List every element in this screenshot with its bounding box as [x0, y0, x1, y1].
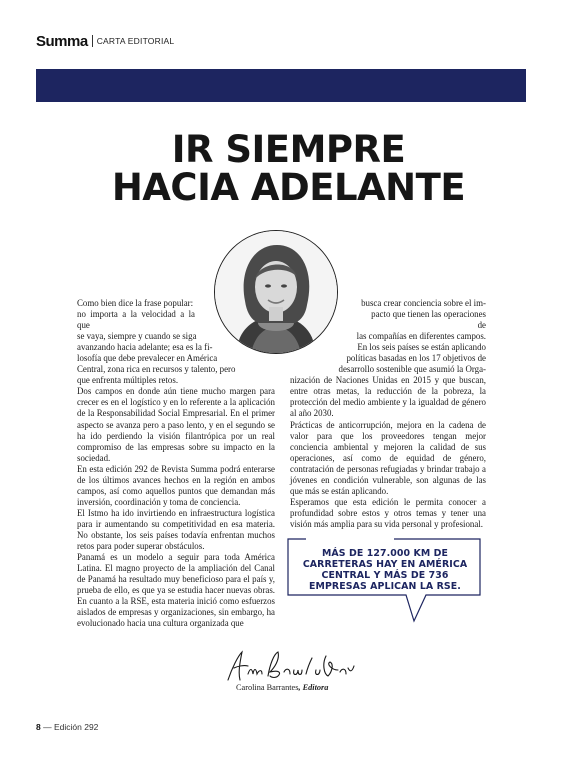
intro-line-7: que enfrenta múltiples retos. [77, 375, 179, 386]
edition-label: — Edición 292 [43, 722, 99, 732]
pull-quote [286, 537, 482, 623]
editor-role: , Editora [298, 683, 329, 692]
wrap-line-4: En los seis países se están aplicando [357, 342, 486, 353]
wrap-line-5: políticas basadas en los 17 objetivos de [346, 353, 486, 364]
wrap-line-6: desarrollo sostenible que asumió la Orga- [338, 364, 486, 375]
signature-caption [236, 683, 328, 692]
intro-line-3: se vaya, siempre y cuando se siga [77, 331, 197, 342]
brand-logo: Summa [36, 32, 88, 50]
header-divider [92, 35, 93, 47]
title-line-2: HACIA ADELANTE [111, 166, 466, 209]
title-line-1: IR SIEMPRE [171, 128, 406, 171]
paragraph: El Istmo ha ido invirtiendo en infraestructura logística para ir aumentando su competitividad en esa materia. No obstante, los seis países todavía enfrentan muchos retos para poder superar obstáculos. [77, 507, 275, 552]
page-footer [36, 722, 98, 732]
paragraph: Dos campos en donde aún tiene mucho margen para crecer es en el logístico y en lo referente a la aplicación de la Responsabilidad Social Empresarial. En el primer aspecto se avanza pero a paso lento, y en el segundo se ha ido perdiendo la visión filantrópica por un real compromiso de las empresas sobre su impacto en la sociedad. [77, 386, 275, 463]
paragraph: En esta edición 292 de Revista Summa podrá enterarse de los últimos avances hechos en la región en ambos campos, así como aquellos puntos que demandan más inversión, coordinación y toma de conciencia. [77, 463, 275, 507]
paragraph: Esperamos que esta edición le permita conocer a profundidad sobre estos y otros temas y tener una visión más amplia para su vida personal y profesional. [290, 496, 486, 529]
handwritten-signature [222, 646, 357, 686]
paragraph: Prácticas de anticorrupción, mejora en la cadena de valor para que los proveedores tengan mejor conciencia ambiental y mejoren la calidad de sus operaciones, así como de equidad de género, contratación de personas refugiadas y brindar trabajo a jóvenes en condición vulnerable, son algunas de las que más se están aplicando. [290, 419, 486, 496]
pull-quote-text: MÁS DE 127.000 KM DE CARRETERAS HAY EN AMÉRICA CENTRAL Y MÁS DE 736 EMPRESAS APLICAN LA RSE. [302, 548, 468, 592]
intro-line-1: Como bien dice la frase popular: [77, 298, 194, 308]
wrap-line-1: busca crear conciencia sobre el im- [361, 298, 486, 308]
header-band [36, 69, 526, 102]
paragraph: nización de Naciones Unidas en 2015 y que buscan, entre otras metas, la reducción de la pobreza, la protección del medio ambiente y la igualdad de género al año 2030. [290, 375, 486, 419]
page-title [36, 128, 541, 209]
intro-line-2: no importa a la velocidad a la que [77, 309, 195, 331]
article-right-column [290, 298, 486, 530]
header [36, 33, 174, 49]
section-label: CARTA EDITORIAL [96, 36, 175, 46]
intro-line-4: avanzando hacia adelante; esa es la fi- [77, 342, 213, 353]
intro-line-5: losofía que debe prevalecer en América [77, 353, 218, 364]
intro-line-6: Central, zona rica en recursos y talento, pero [77, 364, 236, 375]
editor-name: Carolina Barrantes [236, 683, 299, 692]
article-left-column [77, 298, 275, 629]
paragraph: Panamá es un modelo a seguir para toda América Latina. El magno proyecto de la ampliación del Canal de Panamá ha resultado muy beneficioso para el país y, prueba de ello, es que ya se estudia hacer nuevas obras. En cuanto a la RSE, esta materia inició como esfuerzos aislados de empresas y organizaciones, sin embargo, ha evolucionado hacia una cultura organizada que [77, 552, 275, 629]
wrap-line-2: pacto que tienen las operaciones de [371, 309, 486, 331]
page-number: 8 [36, 722, 41, 732]
wrap-line-3: las compañías en diferentes campos. [356, 331, 486, 342]
